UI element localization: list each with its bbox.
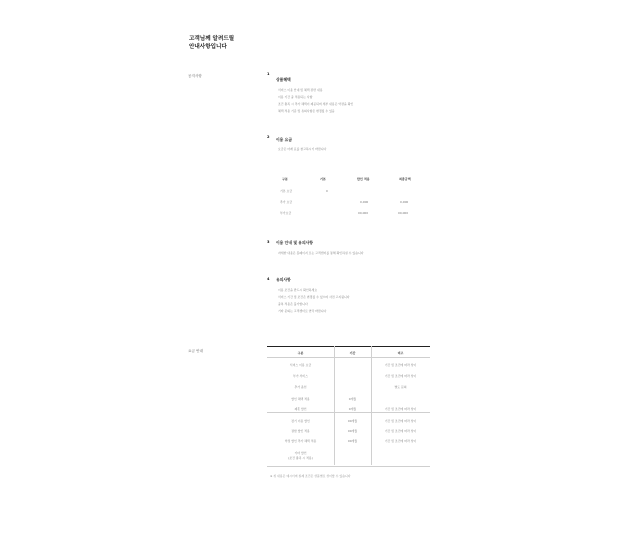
rate-row7-type: 결합 할인 적용	[291, 429, 310, 433]
rate-row4-type: 할인 혜택 적용	[291, 397, 310, 401]
fee-table-row2-type: 추가 요금	[280, 200, 293, 204]
rate-row4-period: 0개월	[348, 397, 357, 401]
item3-title: 이용 안내 및 유의사항	[276, 240, 313, 245]
fee-table-row3-type: 부가요금	[280, 211, 292, 215]
rate-row3-type: 추가 옵션	[294, 385, 307, 389]
item4-title: 유의사항	[276, 277, 291, 282]
fee-table-row3-discount: 00,000	[358, 211, 369, 215]
rate-row6-period: 00개월	[347, 419, 358, 423]
fee-table-header-final: 최종금액	[399, 177, 411, 181]
fee-table-row3-final: 00,000	[398, 211, 409, 215]
item4-line4: 기타 문의는 고객센터로 연락 바랍니다	[278, 309, 327, 313]
rate-table-header-period: 기간	[349, 351, 356, 355]
item1-title: 상품혜택	[276, 77, 291, 82]
rate-row3-note: 별도 문의	[394, 385, 407, 389]
section1-side-label: 공지사항	[188, 74, 202, 78]
item2-number: 2	[267, 135, 270, 139]
item1-line4: 혜택 적용 기준 및 유의사항은 변경될 수 있음	[278, 109, 335, 113]
fee-table-header-base: 기본	[320, 177, 326, 181]
rate-row2-type: 부가 서비스	[293, 374, 308, 378]
rate-table-header-note: 비고	[397, 351, 404, 355]
fee-table-row2-final: 0,000	[400, 200, 409, 204]
item1-number: 1	[267, 72, 270, 76]
rate-row8-period: 00개월	[347, 439, 358, 443]
item4-line2: 서비스 기간 및 조건은 변경될 수 있으며 사전 고지됩니다	[278, 295, 350, 299]
page-title-line2: 안내사항입니다	[189, 44, 227, 50]
fee-table-row1-base: 0	[326, 189, 328, 193]
fee-table-header-type: 구분	[282, 177, 288, 181]
item3-number: 3	[267, 240, 270, 244]
item1-line2: 이용 기간 중 적용되는 사항	[278, 95, 313, 99]
rate-row7-period: 00개월	[347, 429, 358, 433]
item4-number: 4	[267, 277, 270, 281]
item4-line1: 이용 조건을 반드시 확인하세요	[278, 288, 318, 292]
item1-line3: 조건 충족 시 추가 혜택이 제공되며 세부 내용은 약관을 확인	[278, 102, 354, 106]
rate-row1-note: 기간 및 조건에 따라 상이	[384, 363, 417, 367]
item2-title: 이용 요금	[276, 137, 292, 142]
rate-row9-type: 기타 할인 (조건 충족 시 적용)	[288, 451, 313, 460]
page-title-line1: 고객님께 알려드릴	[189, 36, 235, 42]
table-top-rule	[267, 346, 430, 347]
fee-table-row1-type: 기본 요금	[280, 189, 293, 193]
rate-row1-type: 서비스 이용 요금	[289, 363, 312, 367]
table-mid-rule	[267, 412, 430, 413]
rate-row5-note: 기간 및 조건에 따라 상이	[384, 407, 417, 411]
item2-line1: 요금은 아래 표를 참고하시기 바랍니다	[278, 147, 327, 151]
rate-row8-note: 기간 및 조건에 따라 상이	[384, 439, 417, 443]
table-col-divider-1	[334, 346, 335, 465]
fee-table-row2-discount: 0,000	[360, 200, 369, 204]
rate-row8-type: 약정 할인 추가 혜택 적용	[284, 439, 317, 443]
rate-row7-note: 기간 및 조건에 따라 상이	[384, 429, 417, 433]
rate-row6-note: 기간 및 조건에 따라 상이	[384, 419, 417, 423]
table-bottom-rule	[267, 466, 430, 467]
section2-side-label: 요금 안내	[188, 349, 204, 353]
item3-line1: 자세한 내용은 홈페이지 또는 고객센터를 통해 확인하실 수 있습니다	[278, 251, 364, 255]
item4-line3: 중복 적용은 불가합니다	[278, 302, 308, 306]
rate-row5-period: 0개월	[348, 407, 357, 411]
table-header-rule	[267, 357, 430, 358]
fee-table-header-discount: 할인 적용	[357, 177, 370, 181]
rate-row2-note: 기간 및 조건에 따라 상이	[384, 374, 417, 378]
item1-line1: 서비스 이용 안내 및 혜택 관련 내용	[278, 88, 323, 92]
rate-table-header-type: 구분	[297, 351, 304, 355]
rate-row5-type: 제휴 할인	[294, 407, 307, 411]
rate-row6-type: 장기 이용 할인	[291, 419, 310, 423]
footnote: ※ 위 내용은 예시이며 실제 조건은 상품별로 상이할 수 있습니다	[270, 474, 351, 478]
